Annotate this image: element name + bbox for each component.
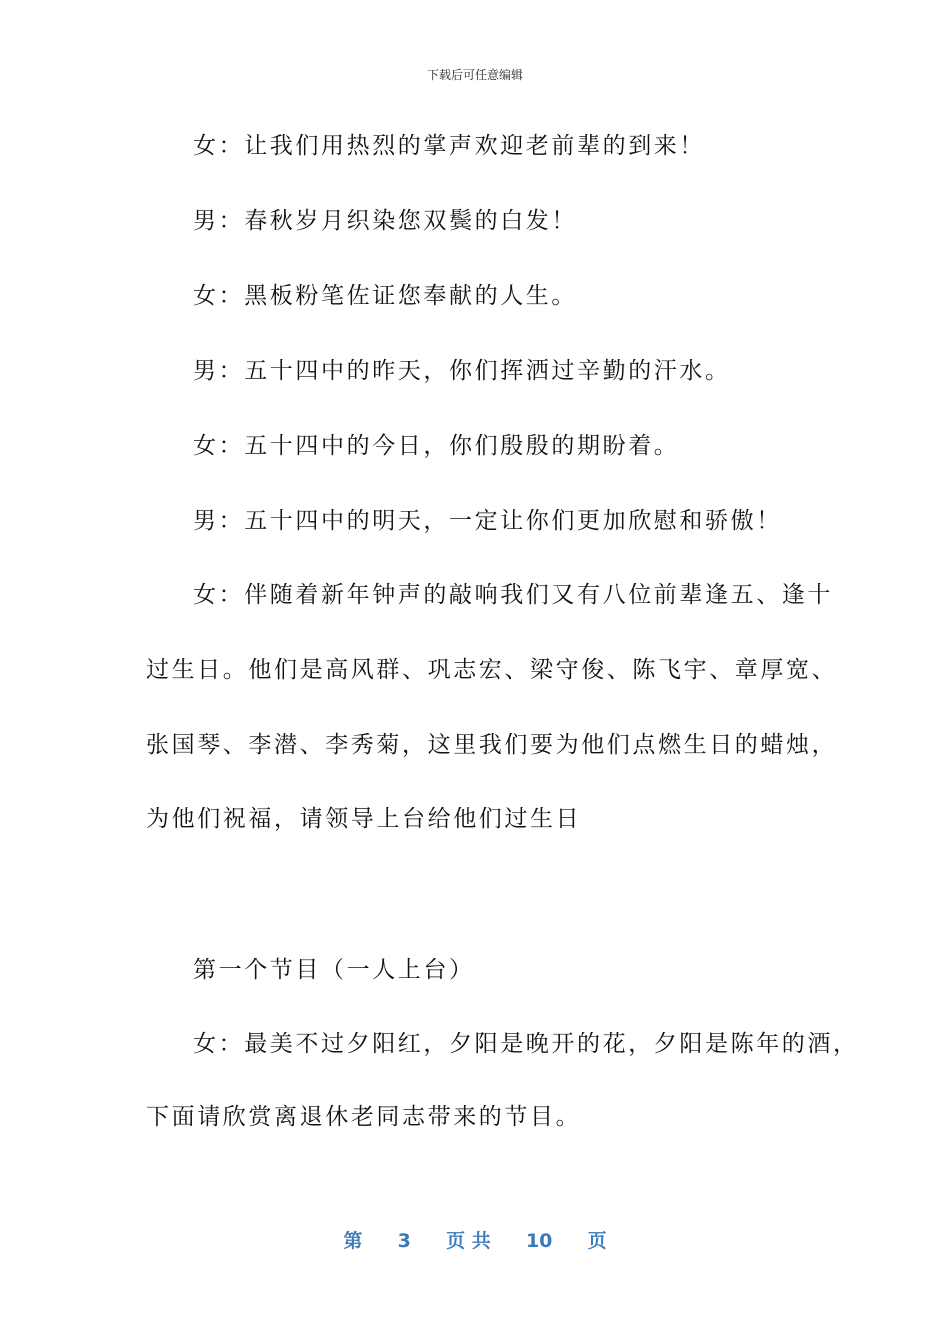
paragraph-line: 女：伴随着新年钟声的敲响我们又有八位前辈逢五、逢十 — [193, 582, 833, 608]
total-pages-number: 10 — [525, 1230, 553, 1252]
paragraph-line: 男：春秋岁月织染您双鬓的白发！ — [193, 208, 577, 234]
page-label-prefix: 第 — [343, 1230, 363, 1252]
paragraph-line: 女：五十四中的今日，你们殷殷的期盼着。 — [193, 433, 680, 459]
paragraph-line: 下面请欣赏离退休老同志带来的节目。 — [146, 1104, 582, 1130]
paragraph-line: 女：最美不过夕阳红，夕阳是晚开的花，夕阳是陈年的酒， — [193, 1031, 859, 1057]
section-heading: 第一个节目（一人上台） — [193, 957, 475, 983]
page-label-suffix: 页 — [587, 1230, 607, 1252]
paragraph-line: 张国琴、李潜、李秀菊，这里我们要为他们点燃生日的蜡烛， — [146, 732, 838, 758]
page-label-mid: 页 共 — [446, 1230, 491, 1252]
page-header: 下载后可任意编辑 — [426, 68, 523, 82]
paragraph-line: 为他们祝福，请领导上台给他们过生日 — [146, 806, 582, 832]
page-footer — [0, 1226, 950, 1253]
paragraph-line: 男：五十四中的明天，一定让你们更加欣慰和骄傲！ — [193, 508, 782, 534]
paragraph-line: 男：五十四中的昨天，你们挥洒过辛勤的汗水。 — [193, 358, 731, 384]
paragraph-line: 过生日。他们是高风群、巩志宏、梁守俊、陈飞宇、章厚宽、 — [146, 657, 838, 683]
paragraph-line: 女：黑板粉笔佐证您奉献的人生。 — [193, 283, 577, 309]
paragraph-line: 女：让我们用热烈的掌声欢迎老前辈的到来！ — [193, 133, 705, 159]
current-page-number: 3 — [397, 1230, 411, 1252]
